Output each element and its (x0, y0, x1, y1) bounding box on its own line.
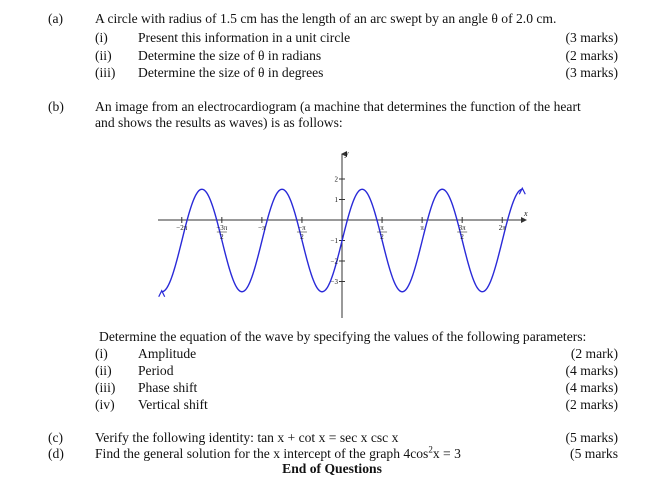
part-a-item-num: (iii) (95, 65, 116, 80)
x-tick-label-den: 2 (380, 233, 384, 241)
x-tick-label-den: 2 (220, 233, 224, 241)
end-of-questions: End of Questions (282, 461, 382, 476)
x-tick-label: 3π (458, 224, 466, 232)
x-tick-label: 2π (498, 224, 506, 232)
x-tick-label: −π (258, 224, 266, 232)
part-a-item-marks: (2 marks) (565, 48, 618, 63)
part-b-item-marks: (2 marks) (565, 397, 618, 412)
part-b-item-marks: (2 mark) (570, 346, 618, 361)
x-tick-label: −3π (216, 224, 228, 232)
part-a-item-marks: (3 marks) (565, 30, 618, 45)
y-axis-label: y (345, 149, 349, 158)
y-tick-label: −2 (330, 257, 338, 266)
x-tick-label: −2π (176, 224, 188, 232)
part-b-label: (b) (48, 99, 64, 114)
part-a-item-num: (i) (95, 30, 108, 45)
part-d-text-before: Find the general solution for the x intercept of the graph 4cos (95, 446, 429, 461)
y-tick-label: 2 (334, 175, 338, 184)
part-a-label: (a) (48, 11, 64, 26)
part-b-question-line2: and shows the results as waves) is as follows: (95, 115, 343, 130)
part-a-item-num: (ii) (95, 48, 112, 63)
part-b-item-num: (i) (95, 346, 108, 361)
x-axis-label: x (524, 209, 528, 218)
part-b-item-num: (iv) (95, 397, 115, 412)
part-a-question: A circle with radius of 1.5 cm has the length of an arc swept by an angle θ of 2.0 cm. (95, 11, 557, 26)
y-tick-label: 1 (334, 196, 338, 204)
ecg-wave-chart (150, 148, 534, 320)
y-tick-label: −3 (330, 278, 338, 286)
part-b-item-num: (ii) (95, 363, 112, 378)
part-b-item-marks: (4 marks) (565, 363, 618, 378)
x-tick-label: −π (298, 224, 306, 232)
part-c-marks: (5 marks) (565, 430, 618, 445)
part-b-item-text: Vertical shift (138, 397, 208, 412)
x-tick-label: π (380, 224, 384, 232)
part-b-item-text: Amplitude (138, 346, 197, 361)
part-a-item-text: Determine the size of θ in radians (138, 48, 322, 63)
part-c-label: (c) (48, 430, 64, 445)
part-a-item-marks: (3 marks) (565, 65, 618, 80)
y-tick-label: −1 (330, 237, 338, 245)
x-tick-label-den: 2 (460, 233, 464, 241)
part-b-item-text: Period (138, 363, 174, 378)
part-b-instruction: Determine the equation of the wave by specifying the values of the following parameters: (99, 329, 587, 344)
part-c-text: Verify the following identity: tan x + cot x = sec x csc x (95, 430, 399, 445)
part-a-item-text: Present this information in a unit circle (138, 30, 351, 45)
part-d-exponent: 2 (428, 444, 433, 455)
part-b-question-line1: An image from an electrocardiogram (a machine that determines the function of the heart (95, 99, 581, 114)
x-tick-label-den: 2 (300, 233, 304, 241)
part-b-item-text: Phase shift (138, 380, 198, 395)
wave-end-arrow (519, 188, 525, 194)
part-d-marks: (5 marks (570, 446, 618, 461)
part-d-text-after: x = 3 (432, 446, 461, 461)
part-d-label: (d) (48, 446, 64, 461)
x-tick-label: π (420, 224, 424, 232)
part-b-item-marks: (4 marks) (565, 380, 618, 395)
part-a-item-text: Determine the size of θ in degrees (138, 65, 324, 80)
part-d-text (95, 446, 461, 462)
part-b-item-num: (iii) (95, 380, 116, 395)
